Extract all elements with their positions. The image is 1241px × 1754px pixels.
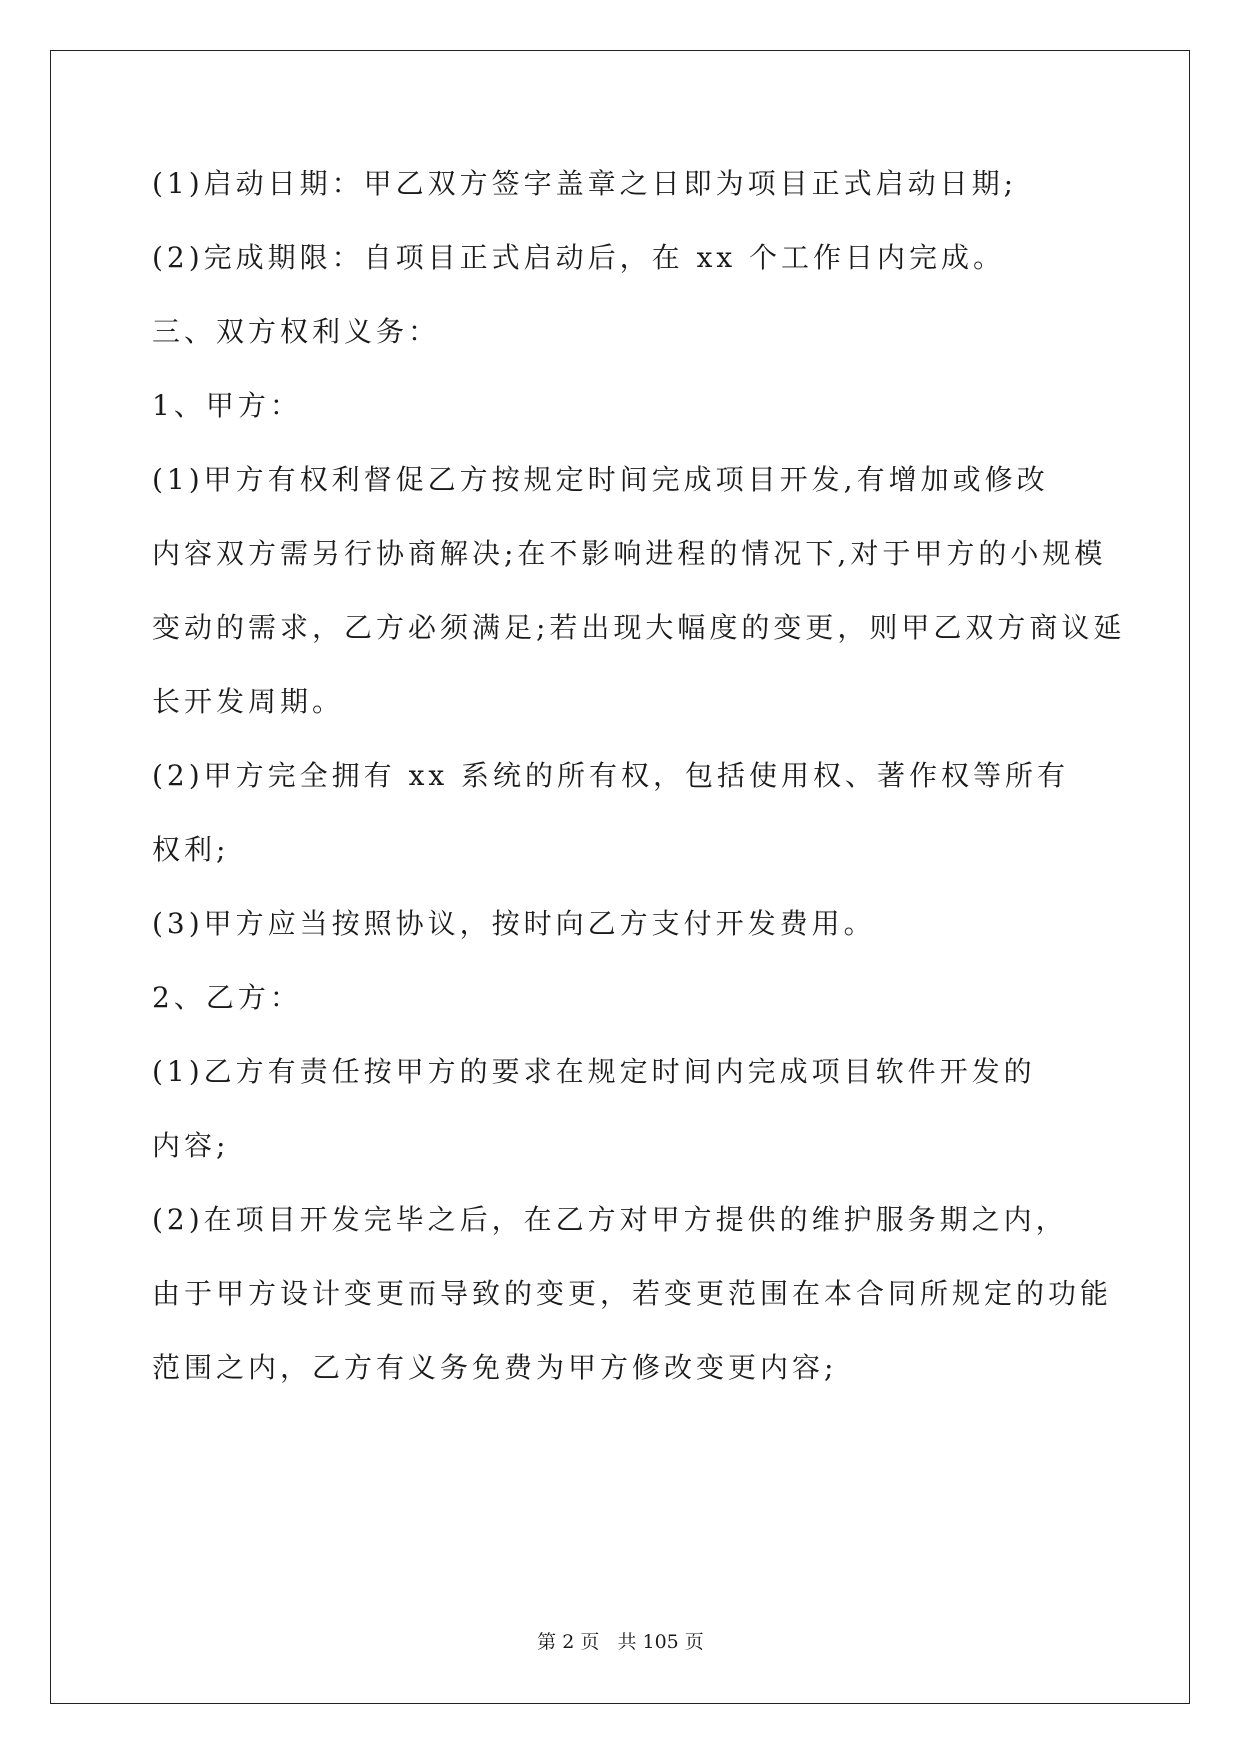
text-line: (2)甲方完全拥有 xx 系统的所有权，包括使用权、著作权等所有 (152, 759, 1070, 792)
text-line: 范围之内，乙方有义务免费为甲方修改变更内容; (152, 1351, 838, 1384)
text-line: 由于甲方设计变更而导致的变更，若变更范围在本合同所规定的功能 (152, 1277, 1113, 1310)
text-line: 变动的需求，乙方必须满足;若出现大幅度的变更，则甲乙双方商议延 (152, 611, 1126, 644)
section-heading: 三、双方权利义务： (152, 315, 441, 348)
text-line: (1)启动日期：甲乙双方签字盖章之日即为项目正式启动日期; (152, 167, 1018, 200)
text-line: 权利; (152, 833, 230, 866)
text-line: (2)完成期限：自项目正式启动后，在 xx 个工作日内完成。 (152, 241, 1006, 274)
text-line: (1)甲方有权利督促乙方按规定时间完成项目开发,有增加或修改 (152, 463, 1049, 496)
page-footer (0, 1627, 1241, 1654)
subsection-heading: 1、甲方： (152, 389, 302, 422)
text-line: 长开发周期。 (152, 685, 345, 718)
subsection-heading: 2、乙方： (152, 981, 302, 1014)
text-line: 内容; (152, 1129, 230, 1162)
text-line: (2)在项目开发完毕之后，在乙方对甲方提供的维护服务期之内， (152, 1203, 1068, 1236)
page-border (50, 50, 1190, 1704)
text-line: (3)甲方应当按照协议，按时向乙方支付开发费用。 (152, 907, 876, 940)
text-line: (1)乙方有责任按甲方的要求在规定时间内完成项目软件开发的 (152, 1055, 1036, 1088)
page-number: 第 2 页 共 105 页 (537, 1631, 704, 1653)
text-line: 内容双方需另行协商解决;在不影响进程的情况下,对于甲方的小规模 (152, 537, 1107, 570)
